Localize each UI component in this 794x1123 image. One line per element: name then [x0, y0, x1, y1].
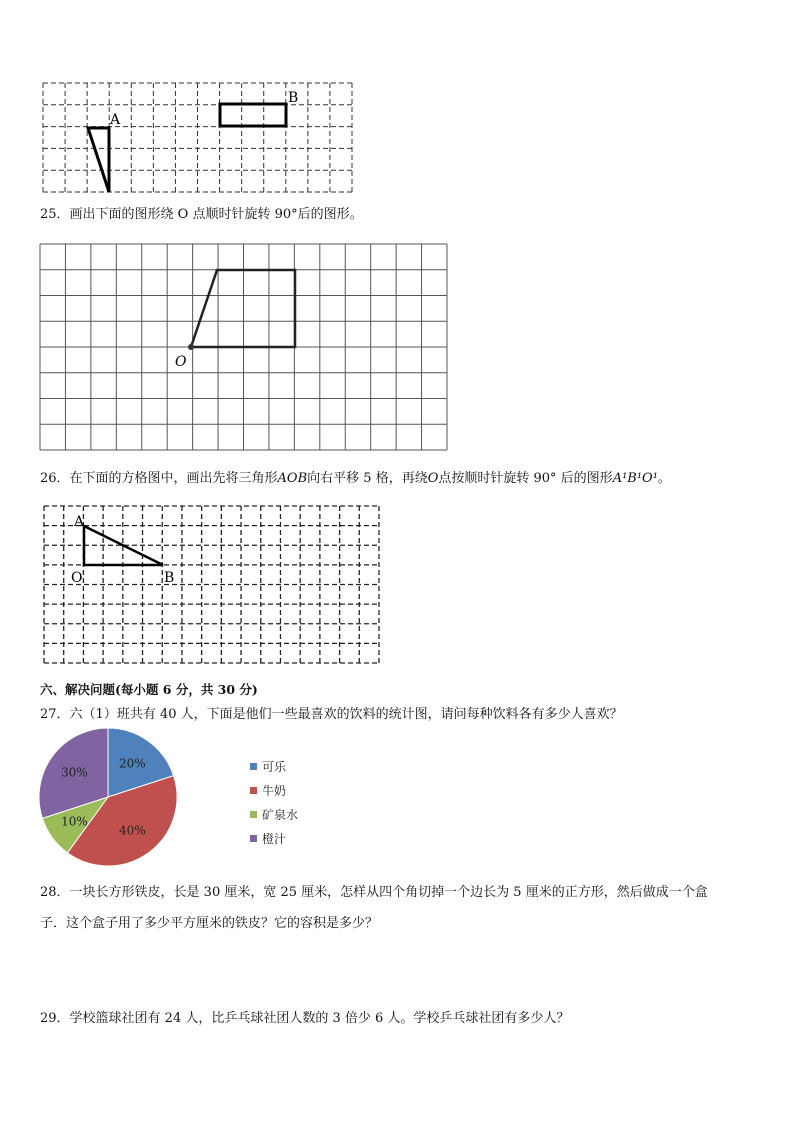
q26-prefix: 26．在下面的方格图中，画出先将三角形 — [40, 471, 278, 486]
pie-value-label: 30% — [61, 765, 88, 780]
section-6-title: 六、解决问题(每小题 6 分，共 30 分) — [40, 682, 258, 697]
q28-line2: 子．这个盒子用了多少平方厘米的铁皮？它的容积是多少？ — [40, 916, 379, 931]
q29-text: 29．学校篮球社团有 24 人，比乒乓球社团人数的 3 倍少 6 人。学校乒乓球社团有多少人？ — [40, 1011, 570, 1026]
q26-mid: 向右平移 5 格，再绕 — [307, 471, 428, 486]
legend-swatch — [250, 835, 257, 842]
legend-swatch — [250, 763, 257, 770]
label-a: A — [110, 112, 121, 128]
q28-line1: 28．一块长方形铁皮，长是 30 厘米，宽 25 厘米，怎样从四个角切掉一个边长为 5 厘米的正方形，然后做成一个盒 — [40, 885, 708, 900]
q26-point-o: O — [427, 471, 439, 486]
q26-mid2: 点按顺时针旋转 90° 后的图形 — [438, 471, 613, 486]
legend-swatch — [250, 811, 257, 818]
pie-value-label: 10% — [61, 814, 88, 829]
label-o: O — [175, 354, 187, 370]
q27-text: 27．六（1）班共有 40 人，下面是他们一些最喜欢的饮料的统计图，请问每种饮料各有多少人喜欢？ — [40, 707, 623, 722]
legend-label: 矿泉水 — [262, 808, 299, 822]
pie-value-label: 20% — [118, 756, 146, 771]
q26-result-name: A¹B¹O¹ — [612, 471, 658, 486]
label-a: A — [74, 514, 85, 530]
legend-label: 可乐 — [262, 760, 287, 774]
legend-swatch — [250, 787, 257, 794]
label-b: B — [288, 90, 299, 106]
q25-text: 25．画出下面的图形绕 O 点顺时针旋转 90°后的图形。 — [40, 207, 363, 222]
legend-label: 牛奶 — [262, 784, 287, 798]
label-b: B — [164, 570, 175, 586]
legend-label: 橙汁 — [262, 832, 287, 846]
pie-value-label: 40% — [118, 823, 146, 838]
label-o: O — [71, 570, 83, 586]
q26-end: 。 — [657, 471, 671, 486]
q26-triangle-name: AOB — [277, 471, 308, 486]
